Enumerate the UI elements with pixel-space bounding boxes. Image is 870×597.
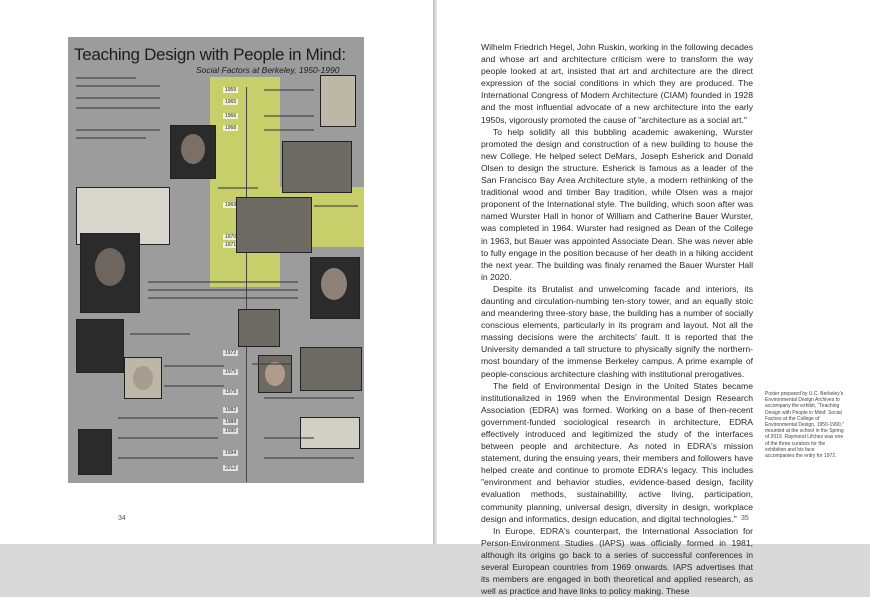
timeline-year: 1972	[225, 350, 237, 356]
timeline-year: 1975	[225, 369, 237, 375]
poster-text-line	[164, 385, 224, 387]
poster-text-line	[76, 137, 146, 139]
timeline-year: 1994	[225, 450, 237, 456]
poster-text-line	[264, 89, 314, 91]
timeline-year: 1978	[225, 389, 237, 395]
paragraph: To help solidify all this bubbling academic awakening, Wurster promoted the design and construction of a new building to house the new College. He helped select DeMars, Joseph Esherick and Donald Olsen to design the structure. Esherick is famous as a leader of the San Francisco Bay Area Architecture style, a modern rethinking of the traditional wood and timber Bay tradition, while Olsen was a major proponent of the International style. The building, which soon after was named Wurster Hall in honor of William and Catherine Bauer Wurster, was completed in 1964. Wurster had resigned as Dean of the College in 1963, but Bauer was appointed Associate Dean. She was never able to fully engage in the position because of her death in a hiking accident the next year. The building was finaly renamed the Bauer Wurster Hall in 2020.	[481, 126, 753, 282]
timeline-year: 1990	[225, 428, 237, 434]
poster-photo	[310, 257, 360, 319]
timeline-year: 1969	[225, 202, 237, 208]
poster-photo	[80, 233, 140, 313]
poster-text-line	[148, 297, 298, 299]
timeline-year: 1970	[225, 234, 237, 240]
paragraph: Despite its Brutalist and unwelcoming facade and interiors, its daunting and circulation-numbing ten-story tower, and an equally stoic and meandering three-story base, the building has a number of socially conscious elements, particularly in its program and layout. Not all the massing decisions were the architects' fault. It is reported that the University demanded a tall structure to physically signify the northern-most boundary of the immense Berkeley campus. A prime example of people-conscious architecture clashing with institutional prerogatives.	[481, 283, 753, 379]
poster-text-line	[264, 457, 354, 459]
body-text	[481, 41, 753, 597]
poster-photo	[320, 75, 356, 127]
poster-photo	[238, 309, 280, 347]
paragraph: Wilhelm Friedrich Hegel, John Ruskin, working in the following decades and whose art and architecture criticism were to transform the way people looked at art, insisted that art and architecture are the direct expression of the social conditions in which they are produced. The International Congress of Modern Architecture (CIAM) founded in 1928 and the most influential advocate of a new architecture into the early 1950s, vigorously promoted the cause of "architecture as a social art."	[481, 42, 753, 125]
poster-text-line	[76, 77, 136, 79]
poster-text-line	[264, 115, 314, 117]
poster-text-line	[118, 437, 218, 439]
left-page	[0, 0, 433, 544]
timeline-year: 1971	[225, 242, 237, 248]
poster-image	[68, 37, 364, 483]
poster-title: Teaching Design with People in Mind:	[74, 45, 346, 64]
timeline-year: 1959	[225, 87, 237, 93]
poster-text-line	[76, 107, 160, 109]
poster-text-line	[164, 365, 224, 367]
timeline-year: 1988	[225, 419, 237, 425]
page-number: 34	[118, 515, 126, 522]
poster-photo	[258, 355, 292, 393]
poster-text-line	[76, 85, 160, 87]
poster-text-line	[76, 97, 160, 99]
poster-text-line	[264, 397, 354, 399]
poster-drawing	[300, 417, 360, 449]
poster-text-line	[252, 363, 292, 365]
paragraph: In Europe, EDRA's counterpart, the International Association for Person-Environment Studies (IAPS) was officially formed in 1981, although its origins go back to a series of successful conferences in several European countries from 1969 onwards. IAPS advertises that its members are engaged in both theoretical and applied research, as well as practice and have links to policy making. These	[481, 525, 753, 597]
timeline-year: 1966	[225, 113, 237, 119]
poster-subtitle: Social Factors at Berkeley, 1950-1990	[196, 65, 340, 75]
poster-text-line	[118, 457, 218, 459]
poster-text-line	[76, 129, 160, 131]
poster-text-line	[148, 289, 298, 291]
poster-text-line	[218, 187, 258, 189]
poster-photo	[124, 357, 162, 399]
poster-photo	[282, 141, 352, 193]
timeline-year: 1968	[225, 125, 237, 131]
poster-text-line	[264, 437, 314, 439]
timeline-year: 2012	[225, 465, 237, 471]
poster-text-line	[264, 129, 314, 131]
page-number: 35	[741, 515, 749, 522]
poster-photo	[236, 197, 312, 253]
poster-photo	[76, 319, 124, 373]
poster-photo	[300, 347, 362, 391]
side-caption: Poster prepared by U.C. Berkeley's Environmental Design Archives to accompany the exhibit, "Teaching Design with People in Mind: Social Factors at the College of Environmental Design, 1950-1990," mounted at the school in the Spring of 2019. Raymond Lifchez was one of the three curators for the exhibition and his face accompanies the entry for 1972.	[765, 391, 844, 460]
timeline-year: 1965	[225, 99, 237, 105]
timeline-year: 1982	[225, 407, 237, 413]
timeline-axis	[246, 87, 247, 482]
poster-text-line	[130, 333, 190, 335]
poster-text-line	[314, 205, 358, 207]
poster-photo	[78, 429, 112, 475]
poster-photo	[170, 125, 216, 179]
poster-text-line	[148, 281, 298, 283]
poster-color-band	[210, 77, 280, 287]
poster-text-line	[118, 417, 218, 419]
paragraph: The field of Environmental Design in the United States became institutionalized in 1969 when the Environmental Design Research Association (EDRA) was formed. Working on a base of then-recent government-funded sociological research in architecture, EDRA effectively introduced and legitimized the study of the interfaces between people and architecture. As noted in EDRA's mission statement, during the ensuing years, their members and followers have helped create and continue to promote EDRA's legacy. This includes "environment and behavior studies, evidence-based design, facility evaluation methods, sustainability, active living, participation, community planning, universal design, diversity in design, workplace design and informatics, design education, and digital technologies."	[481, 380, 753, 524]
